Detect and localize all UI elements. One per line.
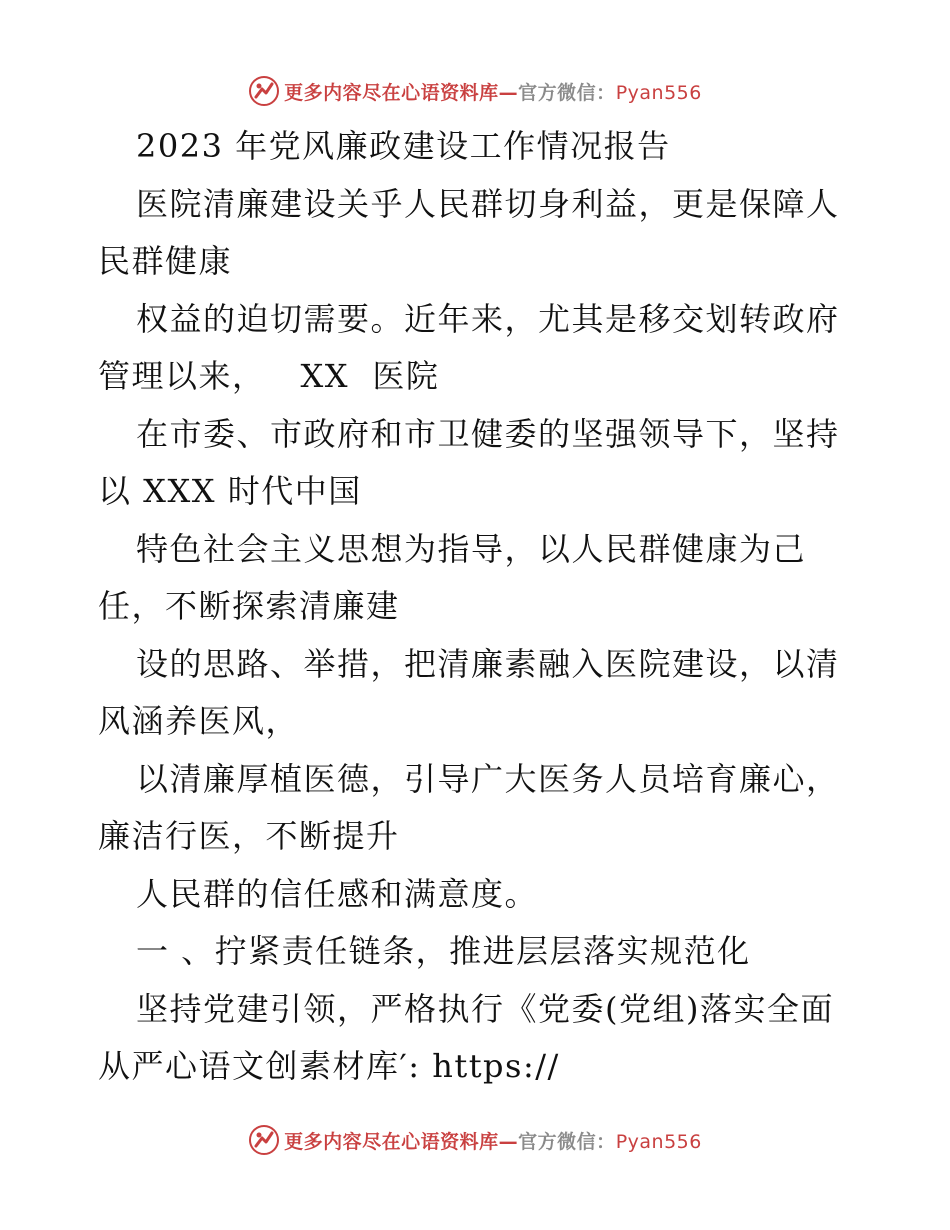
section-heading: 一 、拧紧责任链条，推进层层落实规范化	[136, 932, 751, 970]
watermark-text	[284, 78, 702, 105]
paragraph-line: 民群健康	[98, 242, 233, 280]
brand-logo-icon	[248, 1124, 280, 1156]
brand-logo-icon	[248, 75, 280, 107]
paragraph-line: 人民群的信任感和满意度。	[136, 874, 539, 913]
footer-watermark-banner	[0, 1120, 950, 1160]
paragraph-line: 任，不断探索清廉建	[98, 587, 400, 625]
paragraph-line: 在市委、市政府和市卫健委的坚强领导下，坚持	[136, 414, 840, 453]
paragraph-line: 以 XXX 时代中国	[98, 472, 362, 510]
document-body	[98, 118, 858, 1096]
paragraph-line: 医院清廉建设关乎人民群切身利益，更是保障人	[136, 184, 840, 223]
paragraph-line: 特色社会主义思想为指导，以人民群健康为己	[136, 529, 807, 568]
watermark-colon: ：	[596, 1130, 616, 1153]
watermark-dash: —	[498, 1130, 519, 1153]
watermark-wechat-label: 官方微信	[518, 1130, 597, 1153]
watermark-dash: —	[498, 81, 519, 104]
paragraph-line: 以清廉厚植医德，引导广大医务人员培育廉心，	[136, 759, 840, 798]
watermark-text	[284, 1127, 702, 1154]
watermark-wechat-id: Pyan556	[615, 1130, 702, 1153]
paragraph-line: 设的思路、举措，把清廉素融入医院建设，以清	[136, 644, 840, 683]
paragraph-line: 坚持党建引领，严格执行《党委(党组)落实全面	[136, 989, 834, 1028]
paragraph-line: 从严心语文创素材库′: https://	[98, 1047, 560, 1085]
paragraph-line: 廉洁行医，不断提升	[98, 817, 400, 855]
document-title: 2023 年党风廉政建设工作情况报告	[136, 127, 671, 165]
paragraph-line: 管理以来， XX 医院	[98, 357, 440, 395]
watermark-library-name: 更多内容尽在心语资料库	[284, 81, 499, 104]
watermark-library-name: 更多内容尽在心语资料库	[284, 1130, 499, 1153]
header-watermark-banner	[0, 71, 950, 111]
watermark-wechat-label: 官方微信	[518, 81, 597, 104]
paragraph-line: 风涵养医风，	[98, 702, 300, 740]
watermark-colon: ：	[596, 81, 616, 104]
paragraph-line: 权益的迫切需要。近年来，尤其是移交划转政府	[136, 299, 840, 338]
watermark-wechat-id: Pyan556	[615, 81, 702, 104]
